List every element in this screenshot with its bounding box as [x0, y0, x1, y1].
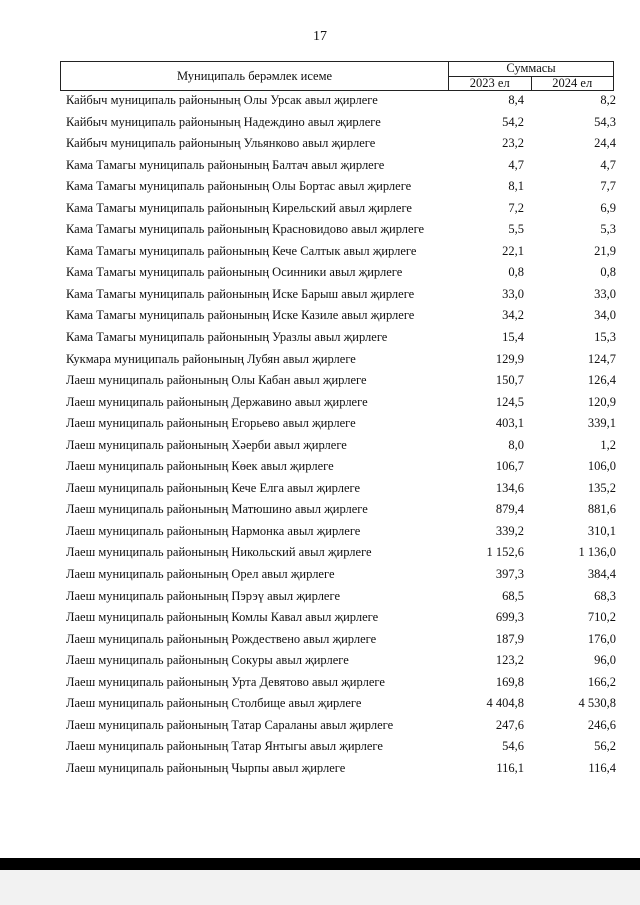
table-row: [66, 715, 626, 737]
amount-2024: 4 530,8: [578, 696, 616, 711]
municipality-name: Кайбыч муниципаль районының Олы Урсак авыл җирлеге: [66, 93, 378, 107]
amount-2024: 126,4: [587, 373, 616, 388]
table-row: [66, 564, 626, 586]
table-row: [66, 133, 626, 155]
amount-2024: 310,1: [587, 523, 616, 538]
table-row: [66, 176, 626, 198]
scan-bottom-bar: [0, 858, 640, 870]
amount-2023: 123,2: [495, 653, 524, 668]
amount-2024: 5,3: [600, 222, 616, 237]
amount-2024: 15,3: [594, 330, 616, 345]
table-row: [66, 586, 626, 608]
amount-2023: 403,1: [495, 416, 524, 431]
table-row: [66, 693, 626, 715]
table-row: [66, 736, 626, 758]
amount-2024: 881,6: [587, 502, 616, 517]
amount-2024: 0,8: [600, 265, 616, 280]
table-row: [66, 499, 626, 521]
amount-2023: 134,6: [495, 480, 524, 495]
amount-2023: 4 404,8: [486, 696, 524, 711]
amount-2024: 68,3: [594, 588, 616, 603]
table-row: [66, 155, 626, 177]
year-2023-header: 2023 ел: [449, 76, 531, 91]
table-row: [66, 370, 626, 392]
municipality-name: Лаеш муниципаль районының Матюшино авыл җирлеге: [66, 502, 368, 517]
amount-2024: 339,1: [587, 416, 616, 431]
page-number: 17: [313, 29, 327, 44]
amount-2023: 116,1: [496, 760, 524, 775]
table-row: [66, 629, 626, 651]
municipality-name: Кама Тамагы муниципаль районының Иске Казиле авыл җирлеге: [66, 308, 415, 323]
municipality-name: Лаеш муниципаль районының Никольский авыл җирлеге: [66, 545, 372, 560]
table-header: [60, 61, 614, 91]
table-row: [66, 672, 626, 694]
amount-2023: 8,1: [508, 179, 524, 194]
table-row: [66, 198, 626, 220]
amount-2023: 15,4: [502, 330, 524, 345]
municipality-name: Кама Тамагы муниципаль районының Иске Барыш авыл җирлеге: [66, 286, 415, 301]
municipality-name: Лаеш муниципаль районының Орел авыл җирлеге: [66, 567, 335, 582]
table-row: [66, 305, 626, 327]
table-row: [66, 90, 626, 112]
amount-2023: 5,5: [508, 222, 524, 237]
municipality-name: Лаеш муниципаль районының Чырпы авыл җирлеге: [66, 760, 346, 775]
table-row: [66, 241, 626, 263]
municipality-name: Лаеш муниципаль районының Олы Кабан авыл җирлеге: [66, 373, 367, 388]
municipality-name: Лаеш муниципаль районының Татар Янтыгы авыл җирлеге: [66, 739, 383, 754]
municipality-name: Кама Тамагы муниципаль районының Осинники авыл җирлеге: [66, 265, 403, 280]
amount-2023: 22,1: [502, 243, 524, 258]
amount-2024: 106,0: [587, 459, 616, 474]
municipality-name: Кайбыч муниципаль районының Надеждино авыл җирлеге: [66, 114, 381, 129]
municipality-name: Лаеш муниципаль районының Хәерби авыл җирлеге: [66, 437, 347, 452]
amount-2023: 124,5: [495, 394, 524, 409]
municipality-name: Кама Тамагы муниципаль районының Кирельский авыл җирлеге: [66, 200, 412, 215]
table-row: [66, 456, 626, 478]
municipality-name: Лаеш муниципаль районының Пэрэү авыл җирлеге: [66, 588, 340, 603]
amount-2024: 124,7: [587, 351, 616, 366]
municipality-name: Лаеш муниципаль районының Татар Сараланы авыл җирлеге: [66, 717, 394, 732]
amount-2024: 96,0: [594, 653, 616, 668]
amount-2024: 24,4: [594, 136, 616, 151]
amount-2024: 34,0: [594, 308, 616, 323]
table-row: [66, 521, 626, 543]
amount-2024: 166,2: [587, 674, 616, 689]
amount-2024: 1,2: [600, 437, 616, 452]
table-row: [66, 112, 626, 134]
table-row: [66, 435, 626, 457]
amount-2023: 23,2: [502, 136, 524, 151]
municipality-name: Кама Тамагы муниципаль районының Олы Бортас авыл җирлеге: [66, 179, 412, 194]
amount-2024: 21,9: [594, 243, 616, 258]
amount-2024: 120,9: [587, 394, 616, 409]
municipality-name: Лаеш муниципаль районының Кече Елга авыл җирлеге: [66, 480, 361, 495]
municipality-name: Лаеш муниципаль районының Сокуры авыл җирлеге: [66, 653, 349, 668]
amount-2023: 106,7: [495, 459, 524, 474]
table-row: [66, 327, 626, 349]
table-row: [66, 758, 626, 780]
amount-2023: 0,8: [508, 265, 524, 280]
municipality-name: Кайбыч муниципаль районының Ульянково авыл җирлеге: [66, 136, 376, 151]
amount-2024: 7,7: [600, 179, 616, 194]
table-row: [66, 219, 626, 241]
amount-column-header: Суммасы: [449, 62, 614, 77]
table-row: [66, 478, 626, 500]
amount-2023: 54,2: [502, 114, 524, 129]
municipality-name: Кама Тамагы муниципаль районының Уразлы авыл җирлеге: [66, 330, 388, 345]
name-column-header: Муниципаль берәмлек исеме: [61, 62, 449, 91]
table-row: [66, 413, 626, 435]
municipality-name: Кама Тамагы муниципаль районының Красновидово авыл җирлеге: [66, 222, 425, 237]
amount-2023: 68,5: [502, 588, 524, 603]
table-row: [66, 262, 626, 284]
amount-2024: 384,4: [587, 567, 616, 582]
table-row: [66, 542, 626, 564]
table-row: [66, 650, 626, 672]
municipality-name: Лаеш муниципаль районының Урта Девятово авыл җирлеге: [66, 674, 385, 689]
municipality-name: Лаеш муниципаль районының Көек авыл җирлеге: [66, 459, 334, 474]
amount-2023: 33,0: [502, 286, 524, 301]
amount-2023: 247,6: [495, 717, 524, 732]
amount-2023: 8,0: [508, 437, 524, 452]
amount-2023: 187,9: [495, 631, 524, 646]
municipality-name: Лаеш муниципаль районының Рождествено авыл җирлеге: [66, 631, 377, 646]
amount-2023: 8,4: [508, 93, 524, 107]
municipality-name: Кукмара муниципаль районының Лубян авыл җирлеге: [66, 351, 356, 366]
amount-2023: 879,4: [495, 502, 524, 517]
amount-2024: 6,9: [600, 200, 616, 215]
amount-2024: 135,2: [587, 480, 616, 495]
amount-2023: 1 152,6: [486, 545, 524, 560]
amount-2024: 4,7: [600, 157, 616, 172]
municipality-name: Лаеш муниципаль районының Державино авыл җирлеге: [66, 394, 368, 409]
amount-2023: 7,2: [508, 200, 524, 215]
amount-2024: 246,6: [587, 717, 616, 732]
table-row: [66, 392, 626, 414]
amount-2023: 129,9: [495, 351, 524, 366]
table-body: [66, 90, 626, 780]
amount-2024: 176,0: [587, 631, 616, 646]
amount-2023: 4,7: [508, 157, 524, 172]
amount-2023: 397,3: [495, 567, 524, 582]
table-row: [66, 349, 626, 371]
scan-bottom-strip: [0, 870, 640, 905]
amount-2024: 54,3: [594, 114, 616, 129]
amount-2024: 56,2: [594, 739, 616, 754]
municipality-name: Лаеш муниципаль районының Нармонка авыл җирлеге: [66, 523, 361, 538]
amount-2024: 8,2: [600, 93, 616, 107]
municipality-name: Кама Тамагы муниципаль районының Кече Салтык авыл җирлеге: [66, 243, 417, 258]
municipality-name: Кама Тамагы муниципаль районының Балтач авыл җирлеге: [66, 157, 385, 172]
amount-2024: 1 136,0: [578, 545, 616, 560]
amount-2023: 169,8: [495, 674, 524, 689]
amount-2023: 34,2: [502, 308, 524, 323]
amount-2024: 116,4: [588, 760, 616, 775]
amount-2023: 54,6: [502, 739, 524, 754]
year-2024-header: 2024 ел: [531, 76, 614, 91]
table-row: [66, 284, 626, 306]
municipality-name: Лаеш муниципаль районының Комлы Кавал авыл җирлеге: [66, 610, 379, 625]
table-row: [66, 607, 626, 629]
municipality-name: Лаеш муниципаль районының Егорьево авыл җирлеге: [66, 416, 356, 431]
municipality-name: Лаеш муниципаль районының Столбище авыл җирлеге: [66, 696, 362, 711]
amount-2023: 339,2: [495, 523, 524, 538]
amount-2024: 33,0: [594, 286, 616, 301]
amount-2023: 699,3: [495, 610, 524, 625]
amount-2024: 710,2: [587, 610, 616, 625]
amount-2023: 150,7: [495, 373, 524, 388]
